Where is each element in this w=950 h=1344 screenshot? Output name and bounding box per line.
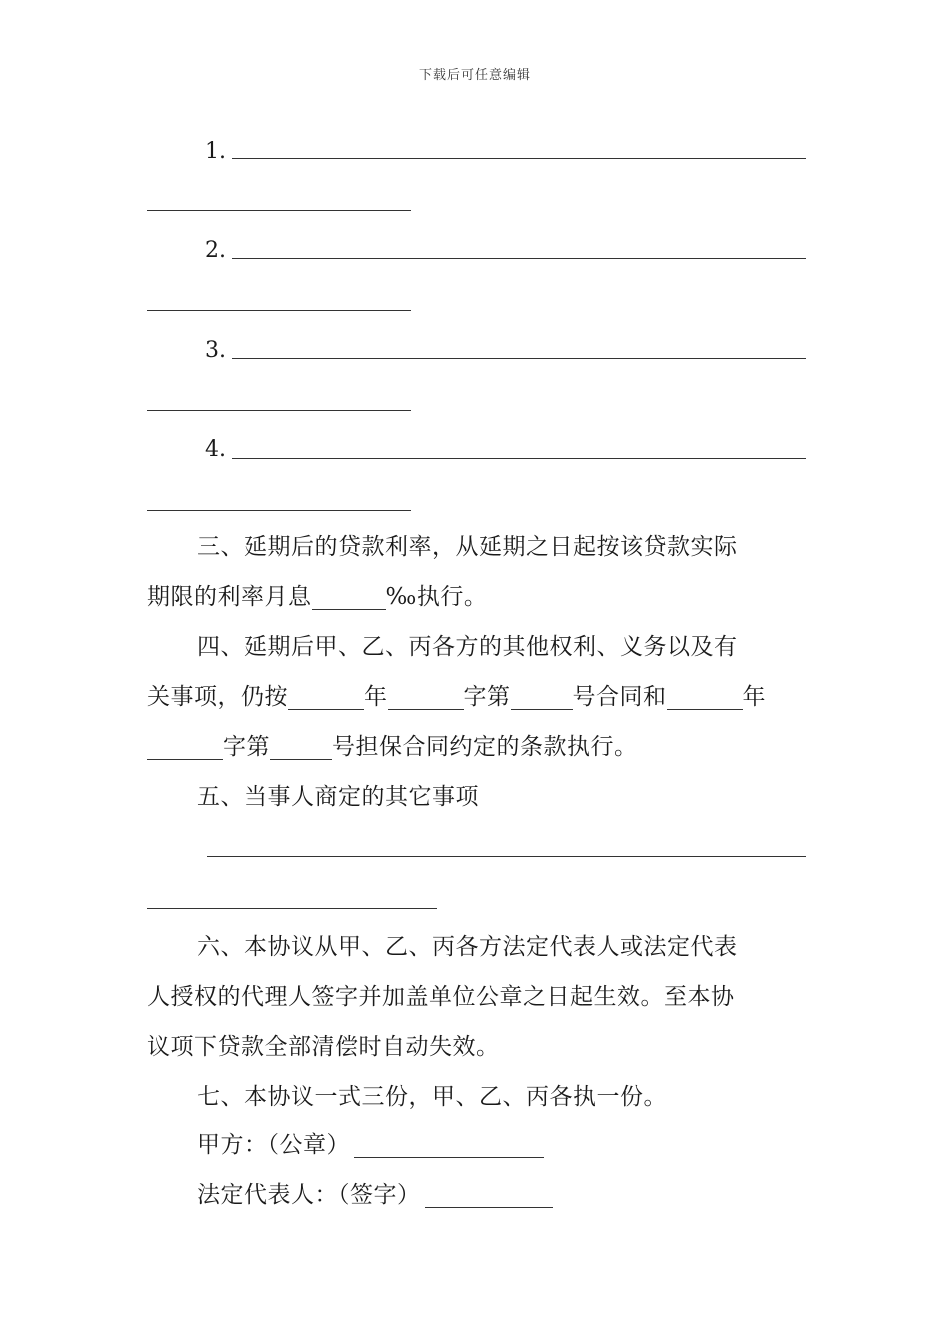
- clause-4-text-b: 年: [364, 684, 388, 710]
- item-1-blank-line-continued[interactable]: [147, 210, 411, 211]
- item-2-blank-line[interactable]: [232, 258, 806, 259]
- guarantee-prefix-blank[interactable]: [147, 733, 223, 760]
- other-matters-blank-line[interactable]: [207, 856, 806, 857]
- clause-3-line-1: 三、延期后的贷款利率，从延期之日起按该贷款实际: [197, 534, 738, 560]
- clause-4-line-3: [147, 722, 807, 772]
- clause-6-line-3: 议项下贷款全部清偿时自动失效。: [147, 1034, 500, 1060]
- clause-6-line-1: 六、本协议从甲、乙、丙各方法定代表人或法定代表: [197, 934, 738, 960]
- item-4-blank-line[interactable]: [232, 458, 806, 459]
- item-2-blank-line-continued[interactable]: [147, 310, 411, 311]
- item-number-4: 4.: [205, 437, 226, 462]
- clause-4-line-1: 四、延期后甲、乙、丙各方的其他权利、义务以及有: [197, 634, 738, 660]
- other-matters-blank-line-continued[interactable]: [147, 908, 437, 909]
- contract-prefix-blank[interactable]: [388, 683, 464, 710]
- page-header-note: 下载后可任意编辑: [418, 68, 531, 83]
- contract-year-blank[interactable]: [288, 683, 364, 710]
- party-a-seal-blank[interactable]: [354, 1131, 544, 1158]
- contract-number-blank[interactable]: [511, 683, 573, 710]
- item-number-3: 3.: [205, 338, 226, 363]
- clause-4-line-2: [147, 672, 807, 722]
- clause-7-line-1: 七、本协议一式三份，甲、乙、丙各执一份。: [197, 1084, 667, 1110]
- interest-rate-blank[interactable]: [312, 583, 386, 610]
- clause-4-text-c: 字第: [463, 684, 511, 710]
- item-3-blank-line-continued[interactable]: [147, 410, 411, 411]
- clause-3-line-2: [147, 572, 807, 622]
- clause-6-line-2: 人授权的代理人签字并加盖单位公章之日起生效。至本协: [147, 984, 735, 1010]
- clause-4-text-e: 年: [742, 684, 766, 710]
- item-1-blank-line[interactable]: [232, 158, 806, 159]
- item-4-blank-line-continued[interactable]: [147, 510, 411, 511]
- guarantee-year-blank[interactable]: [667, 683, 743, 710]
- party-a-seal-line: [197, 1120, 857, 1170]
- clause-4-text-d: 号合同和: [572, 684, 667, 710]
- legal-rep-signature-line: [197, 1170, 857, 1220]
- item-number-1: 1.: [205, 139, 226, 164]
- legal-rep-label: 法定代表人：（签字）: [197, 1182, 421, 1208]
- party-a-label: 甲方：（公章）: [197, 1132, 350, 1158]
- legal-rep-signature-blank[interactable]: [425, 1181, 553, 1208]
- item-3-blank-line[interactable]: [232, 358, 806, 359]
- clause-4-text-a: 关事项，仍按: [147, 684, 288, 710]
- clause-4-text-f: 字第: [223, 734, 270, 760]
- clause-5-line-1: 五、当事人商定的其它事项: [197, 784, 479, 810]
- clause-4-text-g: 号担保合同约定的条款执行。: [332, 734, 638, 760]
- clause-3-text-a: 期限的利率月息: [147, 584, 312, 610]
- guarantee-number-blank[interactable]: [270, 733, 332, 760]
- item-number-2: 2.: [205, 238, 226, 263]
- clause-3-text-b: ‰执行。: [385, 584, 488, 610]
